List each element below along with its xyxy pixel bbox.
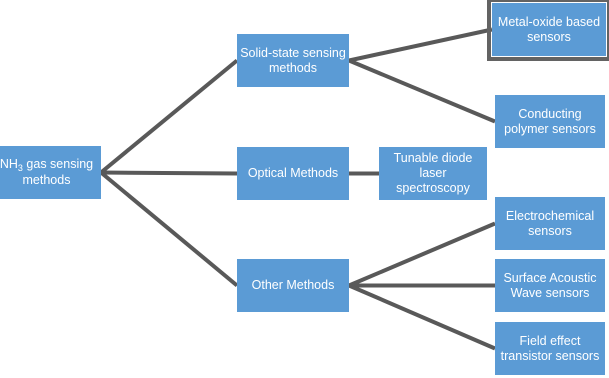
node-field-effect-transistor-sensors <box>495 322 605 375</box>
connector-other-to-electrochemical <box>349 224 495 286</box>
connector-root-to-optical <box>101 173 237 174</box>
solid-state-label: Solid-state sensing methods <box>240 45 346 75</box>
electrochemical-label: Electrochemical sensors <box>505 208 595 238</box>
root-label-suffix: gas sensing methods <box>22 157 94 187</box>
root-label-prefix: NH <box>0 157 18 171</box>
root-node-nh3-gas-sensing-methods <box>0 146 101 199</box>
root-label-subscript: 3 <box>17 163 23 173</box>
fet-label: Field effect transistor sensors <box>500 333 600 363</box>
connector-other-to-fet <box>349 286 495 349</box>
node-conducting-polymer-sensors <box>495 95 605 148</box>
node-metal-oxide-based-sensors <box>492 3 606 56</box>
tunable-diode-label: Tunable diode laser spectroscopy <box>393 151 473 195</box>
node-electrochemical-sensors <box>495 197 605 250</box>
connector-solid_state-to-metal_oxide <box>349 30 492 61</box>
node-solid-state-sensing-methods <box>237 34 349 87</box>
metal-oxide-label: Metal-oxide based sensors <box>497 14 601 44</box>
node-other-methods <box>237 259 349 312</box>
connector-root-to-solid_state <box>101 61 237 173</box>
root-node-label <box>0 157 98 188</box>
conducting-polymer-label: Conducting polymer sensors <box>504 106 596 136</box>
other-label: Other Methods <box>251 278 335 292</box>
node-tunable-diode-laser-spectroscopy <box>379 147 487 200</box>
connector-root-to-other <box>101 173 237 286</box>
connector-solid_state-to-conducting_polymer <box>349 61 495 122</box>
node-optical-methods <box>237 147 349 200</box>
saw-label: Surface Acoustic Wave sensors <box>503 270 597 300</box>
node-surface-acoustic-wave-sensors <box>495 259 605 312</box>
optical-label: Optical Methods <box>247 166 339 180</box>
